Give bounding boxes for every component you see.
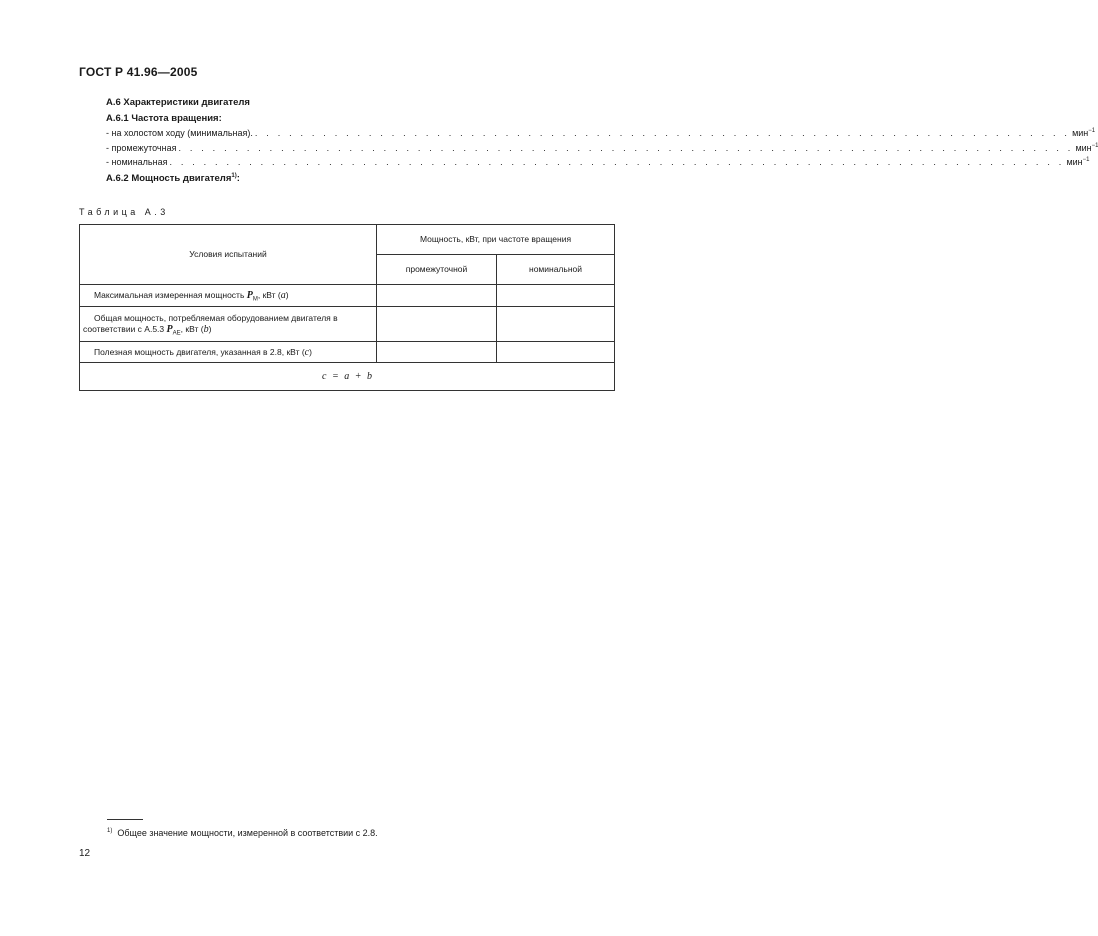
speed-item-intermediate <box>106 143 1098 153</box>
table-cell <box>497 285 615 307</box>
footnote-mark: 1) <box>107 828 113 834</box>
table-row <box>80 363 615 391</box>
footnote-divider <box>107 819 143 820</box>
speed-item-unit: мин$^{-1}$ <box>1066 157 1090 167</box>
power-table <box>79 224 615 391</box>
row-label-aux-power: Общая мощность, потребляемая оборудованием двигателя в соответствии с А.5.3 $P_{AE}$, кВт (b) <box>80 307 377 342</box>
col-header-intermediate: промежуточной <box>377 255 497 285</box>
table-caption: Таблица А.3 <box>79 207 169 217</box>
table-cell <box>377 285 497 307</box>
table-cell <box>377 342 497 363</box>
speed-item-nominal <box>106 157 1090 167</box>
table-cell <box>497 342 615 363</box>
document-header: ГОСТ Р 41.96—2005 <box>79 65 198 79</box>
footnote-ref: 1) <box>231 172 237 179</box>
section-title: А.6 Характеристики двигателя <box>106 97 250 108</box>
row-label-max-power: Максимальная измеренная мощность $P_M$, кВт (a) <box>80 285 377 307</box>
row-label-net-power: Полезная мощность двигателя, указанная в 2.8, кВт (c) <box>80 342 377 363</box>
subsection-speed-title: А.6.1 Частота вращения: <box>106 113 222 124</box>
leader-dots: . . . . . . . . . . . . . . . . . . . . . . . . . . . . . . . . . . . . . . . . . . . . . . . . . . . . . . . . . . . . . . . . . . . . . . . . . . . . . . . <box>169 157 1065 167</box>
speed-item-unit: мин$^{-1}$ <box>1072 128 1096 138</box>
table-cell <box>377 307 497 342</box>
table-row <box>80 342 615 363</box>
table-row <box>80 307 615 342</box>
col-header-power-group: Мощность, кВт, при частоте вращения <box>377 225 615 255</box>
col-header-conditions: Условия испытаний <box>80 225 377 285</box>
footnote-text: Общее значение мощности, измеренной в соответствии с 2.8. <box>117 828 378 838</box>
formula-cell: c = a + b <box>80 363 615 391</box>
subsection-power-title: А.6.2 Мощность двигателя$^{1)}$: <box>106 172 240 184</box>
table-row <box>80 285 615 307</box>
page-number: 12 <box>79 848 91 859</box>
speed-item-label: - номинальная <box>106 157 168 167</box>
speed-item-unit: мин$^{-1}$ <box>1075 143 1098 153</box>
col-header-nominal: номинальной <box>497 255 615 285</box>
footnote <box>107 828 378 838</box>
table-cell <box>497 307 615 342</box>
leader-dots: . . . . . . . . . . . . . . . . . . . . . . . . . . . . . . . . . . . . . . . . . . . . . . . . . . . . . . . . . . . . . . . . . . . . . . . . . . . . . . . <box>178 143 1074 153</box>
speed-item-label: - промежуточная <box>106 143 177 153</box>
speed-item-label: - на холостом ходу (минимальная). <box>106 128 253 138</box>
speed-item-idle <box>106 128 1096 138</box>
leader-dots: . . . . . . . . . . . . . . . . . . . . . . . . . . . . . . . . . . . . . . . . . . . . . . . . . . . . . . . . . . . . . . . . . . . . . . . . <box>254 128 1071 138</box>
